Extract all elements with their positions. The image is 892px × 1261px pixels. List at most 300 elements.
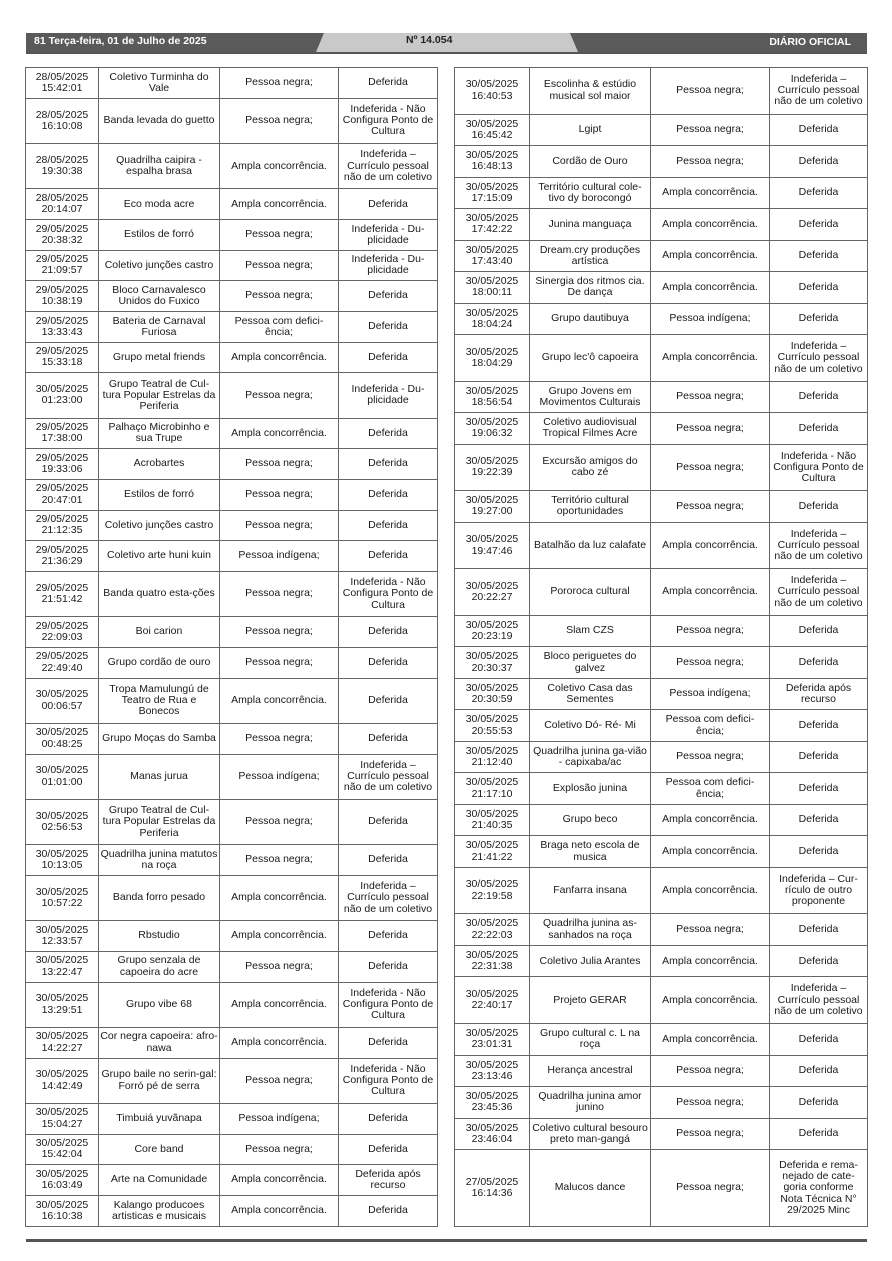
- cell-datetime: [455, 741, 530, 773]
- cell-datetime: [26, 845, 99, 876]
- cell-datetime: [455, 1024, 530, 1056]
- table-row: [26, 250, 438, 281]
- table-row: [26, 510, 438, 541]
- cell-time: 15:04:27: [41, 1117, 83, 1130]
- cell-category: Pessoa negra;: [220, 449, 339, 480]
- cell-category: Pessoa negra;: [651, 68, 770, 115]
- cell-date: 28/05/2025: [35, 70, 89, 83]
- cell-category: Pessoa negra;: [220, 68, 339, 99]
- cell-status: Deferida: [339, 541, 438, 572]
- cell-time: 15:42:01: [41, 81, 83, 94]
- cell-time: 15:42:04: [41, 1148, 83, 1161]
- cell-time: 21:12:35: [41, 524, 83, 537]
- cell-date: 30/05/2025: [35, 954, 89, 967]
- cell-time: 17:43:40: [471, 254, 513, 267]
- page-header: [26, 33, 867, 52]
- cell-date: 30/05/2025: [465, 149, 519, 162]
- cell-group-name: Timbuiá yuvãnapa: [99, 1103, 220, 1134]
- cell-datetime: [26, 342, 99, 373]
- cell-date: 30/05/2025: [35, 923, 89, 936]
- cell-datetime: [26, 510, 99, 541]
- cell-datetime: [26, 723, 99, 754]
- cell-time: 22:49:40: [41, 661, 83, 674]
- cell-group-name: Grupo dautibuya: [530, 303, 651, 335]
- cell-datetime: [26, 449, 99, 480]
- cell-time: 22:09:03: [41, 631, 83, 644]
- table-row: [455, 114, 868, 146]
- cell-time: 21:36:29: [41, 555, 83, 568]
- cell-time: 17:42:22: [471, 223, 513, 236]
- cell-status: Deferida: [770, 741, 868, 773]
- cell-status: Deferida: [339, 845, 438, 876]
- cell-time: 23:46:04: [471, 1132, 513, 1145]
- cell-time: 22:31:38: [471, 960, 513, 973]
- cell-date: 29/05/2025: [35, 283, 89, 296]
- cell-date: 29/05/2025: [35, 345, 89, 358]
- cell-time: 16:14:36: [471, 1187, 513, 1200]
- cell-date: 29/05/2025: [35, 451, 89, 464]
- cell-status: Indeferida - Não Configura Ponto de Cultura: [339, 1058, 438, 1103]
- cell-group-name: Estilos de forró: [99, 220, 220, 251]
- cell-group-name: Palhaço Microbinho e sua Trupe: [99, 418, 220, 449]
- cell-group-name: Pororoca cultural: [530, 569, 651, 616]
- cell-status: Deferida: [339, 1134, 438, 1165]
- cell-date: 30/05/2025: [465, 243, 519, 256]
- cell-group-name: Território cultural cole-tivo dy borocongó: [530, 177, 651, 209]
- cell-datetime: [455, 678, 530, 710]
- cell-group-name: Braga neto escola de musica: [530, 836, 651, 868]
- table-row: [455, 804, 868, 836]
- table-row: [26, 189, 438, 220]
- cell-datetime: [455, 272, 530, 304]
- cell-time: 20:47:01: [41, 493, 83, 506]
- cell-datetime: [455, 146, 530, 178]
- cell-category: Ampla concorrência.: [220, 921, 339, 952]
- cell-date: 30/05/2025: [465, 78, 519, 91]
- cell-time: 18:04:24: [471, 317, 513, 330]
- table-row: [455, 977, 868, 1024]
- cell-group-name: Território cultural oportunidades: [530, 491, 651, 523]
- cell-datetime: [455, 647, 530, 679]
- cell-time: 12:33:57: [41, 935, 83, 948]
- cell-date: 29/05/2025: [35, 650, 89, 663]
- table-row: [26, 982, 438, 1027]
- cell-date: 30/05/2025: [35, 809, 89, 822]
- table-row: [26, 1027, 438, 1058]
- cell-category: Ampla concorrência.: [220, 1027, 339, 1058]
- cell-status: Deferida: [770, 804, 868, 836]
- cell-date: 30/05/2025: [35, 847, 89, 860]
- cell-time: 13:22:47: [41, 965, 83, 978]
- results-table-right: [454, 67, 868, 1227]
- cell-group-name: Bateria de Carnaval Furiosa: [99, 311, 220, 342]
- table-row: [26, 1165, 438, 1196]
- cell-status: Deferida: [770, 914, 868, 946]
- cell-status: Deferida: [770, 272, 868, 304]
- cell-group-name: Grupo beco: [530, 804, 651, 836]
- table-row: [455, 1055, 868, 1087]
- cell-date: 30/05/2025: [35, 885, 89, 898]
- cell-date: 30/05/2025: [35, 1198, 89, 1211]
- cell-category: Pessoa negra;: [220, 479, 339, 510]
- cell-datetime: [455, 1150, 530, 1227]
- cell-status: Indeferida – Currículo pessoal não de um coletivo: [339, 144, 438, 189]
- cell-time: 17:15:09: [471, 191, 513, 204]
- cell-time: 01:01:00: [41, 775, 83, 788]
- cell-time: 15:33:18: [41, 356, 83, 369]
- cell-datetime: [455, 569, 530, 616]
- table-row: [26, 281, 438, 312]
- cell-status: Deferida: [339, 311, 438, 342]
- cell-date: 30/05/2025: [465, 807, 519, 820]
- table-row: [455, 444, 868, 491]
- cell-category: Ampla concorrência.: [220, 982, 339, 1027]
- cell-datetime: [455, 945, 530, 977]
- cell-datetime: [455, 1087, 530, 1119]
- cell-category: Pessoa negra;: [651, 914, 770, 946]
- cell-date: 30/05/2025: [465, 744, 519, 757]
- cell-status: Deferida: [770, 1118, 868, 1150]
- cell-status: Deferida: [770, 303, 868, 335]
- table-row: [26, 799, 438, 844]
- cell-group-name: Banda quatro esta-ções: [99, 571, 220, 616]
- cell-datetime: [455, 804, 530, 836]
- cell-datetime: [26, 875, 99, 920]
- cell-time: 18:56:54: [471, 395, 513, 408]
- cell-group-name: Bloco Carnavalesco Unidos do Fuxico: [99, 281, 220, 312]
- cell-status: Deferida: [770, 114, 868, 146]
- cell-category: Ampla concorrência.: [651, 522, 770, 569]
- cell-group-name: Coletivo arte huni kuin: [99, 541, 220, 572]
- cell-group-name: Grupo metal friends: [99, 342, 220, 373]
- cell-group-name: Grupo vibe 68: [99, 982, 220, 1027]
- cell-status: Deferida: [339, 1103, 438, 1134]
- cell-group-name: Explosão junina: [530, 773, 651, 805]
- table-row: [26, 373, 438, 418]
- cell-datetime: [455, 1118, 530, 1150]
- cell-datetime: [26, 982, 99, 1027]
- cell-category: Pessoa negra;: [220, 647, 339, 678]
- cell-datetime: [26, 189, 99, 220]
- table-row: [26, 1134, 438, 1165]
- cell-category: Pessoa negra;: [220, 571, 339, 616]
- table-row: [455, 741, 868, 773]
- cell-category: Ampla concorrência.: [220, 875, 339, 920]
- cell-date: 28/05/2025: [35, 191, 89, 204]
- cell-group-name: Coletivo Julia Arantes: [530, 945, 651, 977]
- cell-datetime: [26, 1165, 99, 1196]
- cell-time: 02:56:53: [41, 821, 83, 834]
- cell-date: 30/05/2025: [35, 992, 89, 1005]
- table-row: [26, 144, 438, 189]
- table-row: [26, 98, 438, 143]
- cell-category: Pessoa negra;: [220, 799, 339, 844]
- cell-category: Pessoa negra;: [651, 444, 770, 491]
- cell-time: 16:10:38: [41, 1209, 83, 1222]
- cell-status: Deferida: [339, 281, 438, 312]
- cell-date: 30/05/2025: [465, 455, 519, 468]
- cell-datetime: [26, 1195, 99, 1226]
- table-row: [455, 240, 868, 272]
- cell-time: 21:51:42: [41, 593, 83, 606]
- cell-date: 30/05/2025: [465, 987, 519, 1000]
- cell-time: 19:33:06: [41, 463, 83, 476]
- cell-status: Deferida: [339, 951, 438, 982]
- cell-group-name: Coletivo Casa das Sementes: [530, 678, 651, 710]
- table-row: [26, 921, 438, 952]
- table-row: [455, 146, 868, 178]
- cell-datetime: [26, 479, 99, 510]
- cell-time: 10:38:19: [41, 295, 83, 308]
- cell-time: 16:10:08: [41, 119, 83, 132]
- cell-time: 10:13:05: [41, 859, 83, 872]
- cell-category: Pessoa indígena;: [220, 754, 339, 799]
- cell-date: 30/05/2025: [35, 1167, 89, 1180]
- cell-date: 30/05/2025: [35, 1030, 89, 1043]
- cell-category: Pessoa negra;: [220, 1134, 339, 1165]
- cell-datetime: [455, 977, 530, 1024]
- cell-category: Ampla concorrência.: [651, 272, 770, 304]
- table-row: [455, 773, 868, 805]
- cell-category: Ampla concorrência.: [220, 418, 339, 449]
- issue-number: Nº 14.054: [406, 34, 453, 46]
- cell-date: 30/05/2025: [465, 275, 519, 288]
- cell-time: 19:27:00: [471, 505, 513, 518]
- cell-datetime: [26, 799, 99, 844]
- cell-category: Pessoa negra;: [651, 647, 770, 679]
- cell-status: Indeferida - Não Configura Ponto de Cultura: [339, 982, 438, 1027]
- cell-status: Deferida: [770, 773, 868, 805]
- cell-group-name: Escolinha & estúdio musical sol maior: [530, 68, 651, 115]
- cell-category: Ampla concorrência.: [651, 240, 770, 272]
- cell-status: Deferida: [770, 1087, 868, 1119]
- cell-date: 30/05/2025: [465, 494, 519, 507]
- table-row: [455, 945, 868, 977]
- cell-status: Deferida: [339, 68, 438, 99]
- table-row: [455, 615, 868, 647]
- cell-category: Pessoa com defici-ência;: [651, 710, 770, 742]
- cell-status: Deferida: [770, 615, 868, 647]
- cell-status: Deferida: [770, 945, 868, 977]
- cell-status: Deferida: [339, 1195, 438, 1226]
- cell-category: Pessoa negra;: [651, 615, 770, 647]
- cell-status: Deferida: [339, 799, 438, 844]
- cell-time: 20:22:27: [471, 591, 513, 604]
- cell-category: Pessoa negra;: [651, 381, 770, 413]
- cell-status: Deferida: [770, 1024, 868, 1056]
- cell-category: Pessoa negra;: [220, 510, 339, 541]
- table-row: [26, 647, 438, 678]
- table-row: [455, 303, 868, 335]
- cell-date: 30/05/2025: [35, 383, 89, 396]
- cell-status: Deferida: [770, 146, 868, 178]
- table-row: [455, 647, 868, 679]
- cell-datetime: [26, 281, 99, 312]
- cell-time: 20:14:07: [41, 203, 83, 216]
- cell-date: 30/05/2025: [465, 345, 519, 358]
- cell-date: 29/05/2025: [35, 482, 89, 495]
- cell-group-name: Banda levada do guetto: [99, 98, 220, 143]
- cell-status: Deferida: [339, 678, 438, 723]
- cell-time: 23:13:46: [471, 1069, 513, 1082]
- cell-group-name: Boi carion: [99, 617, 220, 648]
- cell-time: 21:09:57: [41, 264, 83, 277]
- cell-group-name: Coletivo Dó- Ré- Mi: [530, 710, 651, 742]
- cell-category: Pessoa negra;: [220, 617, 339, 648]
- cell-status: Indeferida – Cur-rículo de outro proponente: [770, 867, 868, 914]
- table-row: [455, 867, 868, 914]
- cell-group-name: Grupo lec'ô capoeira: [530, 335, 651, 382]
- cell-datetime: [455, 773, 530, 805]
- cell-datetime: [26, 311, 99, 342]
- cell-datetime: [26, 541, 99, 572]
- cell-category: Pessoa negra;: [651, 491, 770, 523]
- cell-datetime: [26, 754, 99, 799]
- cell-status: Indeferida - Não Configura Ponto de Cultura: [339, 98, 438, 143]
- cell-date: 30/05/2025: [465, 212, 519, 225]
- cell-group-name: Estilos de forró: [99, 479, 220, 510]
- cell-category: Pessoa negra;: [651, 741, 770, 773]
- cell-datetime: [455, 114, 530, 146]
- cell-date: 30/05/2025: [465, 533, 519, 546]
- cell-category: Ampla concorrência.: [651, 945, 770, 977]
- cell-date: 29/05/2025: [35, 222, 89, 235]
- cell-time: 22:22:03: [471, 928, 513, 941]
- cell-status: Deferida: [339, 647, 438, 678]
- cell-category: Ampla concorrência.: [220, 189, 339, 220]
- cell-datetime: [455, 303, 530, 335]
- cell-category: Pessoa negra;: [651, 1087, 770, 1119]
- cell-datetime: [455, 381, 530, 413]
- cell-group-name: Quadrilha junina ga-vião - capixaba/ac: [530, 741, 651, 773]
- cell-time: 21:12:40: [471, 756, 513, 769]
- cell-status: Deferida: [339, 1027, 438, 1058]
- cell-group-name: Grupo senzala de capoeira do acre: [99, 951, 220, 982]
- cell-group-name: Coletivo junções castro: [99, 510, 220, 541]
- cell-category: Pessoa indígena;: [220, 541, 339, 572]
- cell-category: Pessoa negra;: [220, 250, 339, 281]
- cell-category: Ampla concorrência.: [220, 342, 339, 373]
- cell-group-name: Batalhão da luz calafate: [530, 522, 651, 569]
- cell-time: 23:01:31: [471, 1038, 513, 1051]
- cell-category: Ampla concorrência.: [651, 1024, 770, 1056]
- cell-date: 30/05/2025: [465, 1090, 519, 1102]
- cell-category: Ampla concorrência.: [651, 977, 770, 1024]
- cell-datetime: [455, 836, 530, 868]
- table-row: [26, 1058, 438, 1103]
- cell-time: 19:47:46: [471, 544, 513, 557]
- cell-category: Pessoa indígena;: [651, 678, 770, 710]
- cell-datetime: [26, 921, 99, 952]
- cell-time: 19:30:38: [41, 165, 83, 178]
- cell-status: Deferida: [339, 189, 438, 220]
- cell-category: Ampla concorrência.: [220, 144, 339, 189]
- header-rule: [26, 52, 867, 54]
- cell-time: 16:40:53: [471, 89, 513, 102]
- cell-category: Pessoa negra;: [651, 1150, 770, 1227]
- cell-datetime: [455, 615, 530, 647]
- table-row: [26, 418, 438, 449]
- cell-time: 14:22:27: [41, 1041, 83, 1054]
- cell-datetime: [26, 144, 99, 189]
- table-row: [26, 875, 438, 920]
- cell-category: Pessoa negra;: [220, 281, 339, 312]
- cell-time: 22:40:17: [471, 999, 513, 1012]
- cell-time: 18:00:11: [471, 286, 513, 299]
- table-row: [455, 836, 868, 868]
- cell-group-name: Coletivo junções castro: [99, 250, 220, 281]
- cell-group-name: Malucos dance: [530, 1150, 651, 1227]
- cell-group-name: Acrobartes: [99, 449, 220, 480]
- cell-category: Pessoa negra;: [220, 845, 339, 876]
- cell-status: Deferida: [339, 479, 438, 510]
- cell-date: 28/05/2025: [35, 108, 89, 121]
- table-row: [455, 68, 868, 115]
- cell-category: Pessoa negra;: [651, 413, 770, 445]
- table-row: [455, 272, 868, 304]
- cell-datetime: [26, 1103, 99, 1134]
- cell-time: 10:57:22: [41, 897, 83, 910]
- table-row: [455, 177, 868, 209]
- cell-category: Pessoa negra;: [220, 1058, 339, 1103]
- cell-date: 30/05/2025: [35, 764, 89, 777]
- cell-date: 30/05/2025: [465, 917, 519, 930]
- cell-status: Deferida: [339, 617, 438, 648]
- cell-date: 29/05/2025: [35, 543, 89, 556]
- cell-status: Deferida: [339, 418, 438, 449]
- cell-date: 30/05/2025: [465, 384, 519, 397]
- cell-status: Indeferida – Currículo pessoal não de um coletivo: [770, 522, 868, 569]
- cell-group-name: Quadrilha junina amor junino: [530, 1087, 651, 1119]
- cell-time: 20:23:19: [471, 630, 513, 643]
- cell-date: 29/05/2025: [35, 513, 89, 526]
- cell-datetime: [455, 335, 530, 382]
- cell-status: Deferida: [339, 449, 438, 480]
- cell-date: 30/05/2025: [465, 579, 519, 592]
- cell-time: 14:42:49: [41, 1079, 83, 1092]
- cell-date: 29/05/2025: [35, 619, 89, 632]
- cell-date: 30/05/2025: [465, 416, 519, 429]
- cell-datetime: [455, 522, 530, 569]
- results-table-left: [25, 67, 438, 1227]
- cell-date: 29/05/2025: [35, 581, 89, 594]
- cell-group-name: Cor negra capoeira: afro-nawa: [99, 1027, 220, 1058]
- cell-time: 01:23:00: [41, 394, 83, 407]
- cell-category: Ampla concorrência.: [651, 209, 770, 241]
- cell-group-name: Grupo Teatral de Cul-tura Popular Estrelas da Periferia: [99, 373, 220, 418]
- cell-datetime: [26, 617, 99, 648]
- table-row: [26, 68, 438, 99]
- cell-datetime: [26, 220, 99, 251]
- cell-group-name: Core band: [99, 1134, 220, 1165]
- cell-date: 30/05/2025: [465, 1058, 519, 1071]
- cell-status: Indeferida - Du-plicidade: [339, 373, 438, 418]
- cell-status: Deferida: [770, 710, 868, 742]
- table-row: [26, 311, 438, 342]
- table-row: [455, 491, 868, 523]
- table-row: [455, 1150, 868, 1227]
- table-row: [26, 951, 438, 982]
- table-row: [26, 479, 438, 510]
- cell-date: 29/05/2025: [35, 253, 89, 266]
- cell-category: Pessoa com defici-ência;: [220, 311, 339, 342]
- cell-time: 22:19:58: [471, 889, 513, 902]
- cell-status: Deferida: [770, 381, 868, 413]
- table-row: [455, 914, 868, 946]
- cell-group-name: Excursão amigos do cabo zé: [530, 444, 651, 491]
- cell-category: Pessoa negra;: [651, 1055, 770, 1087]
- cell-category: Ampla concorrência.: [651, 335, 770, 382]
